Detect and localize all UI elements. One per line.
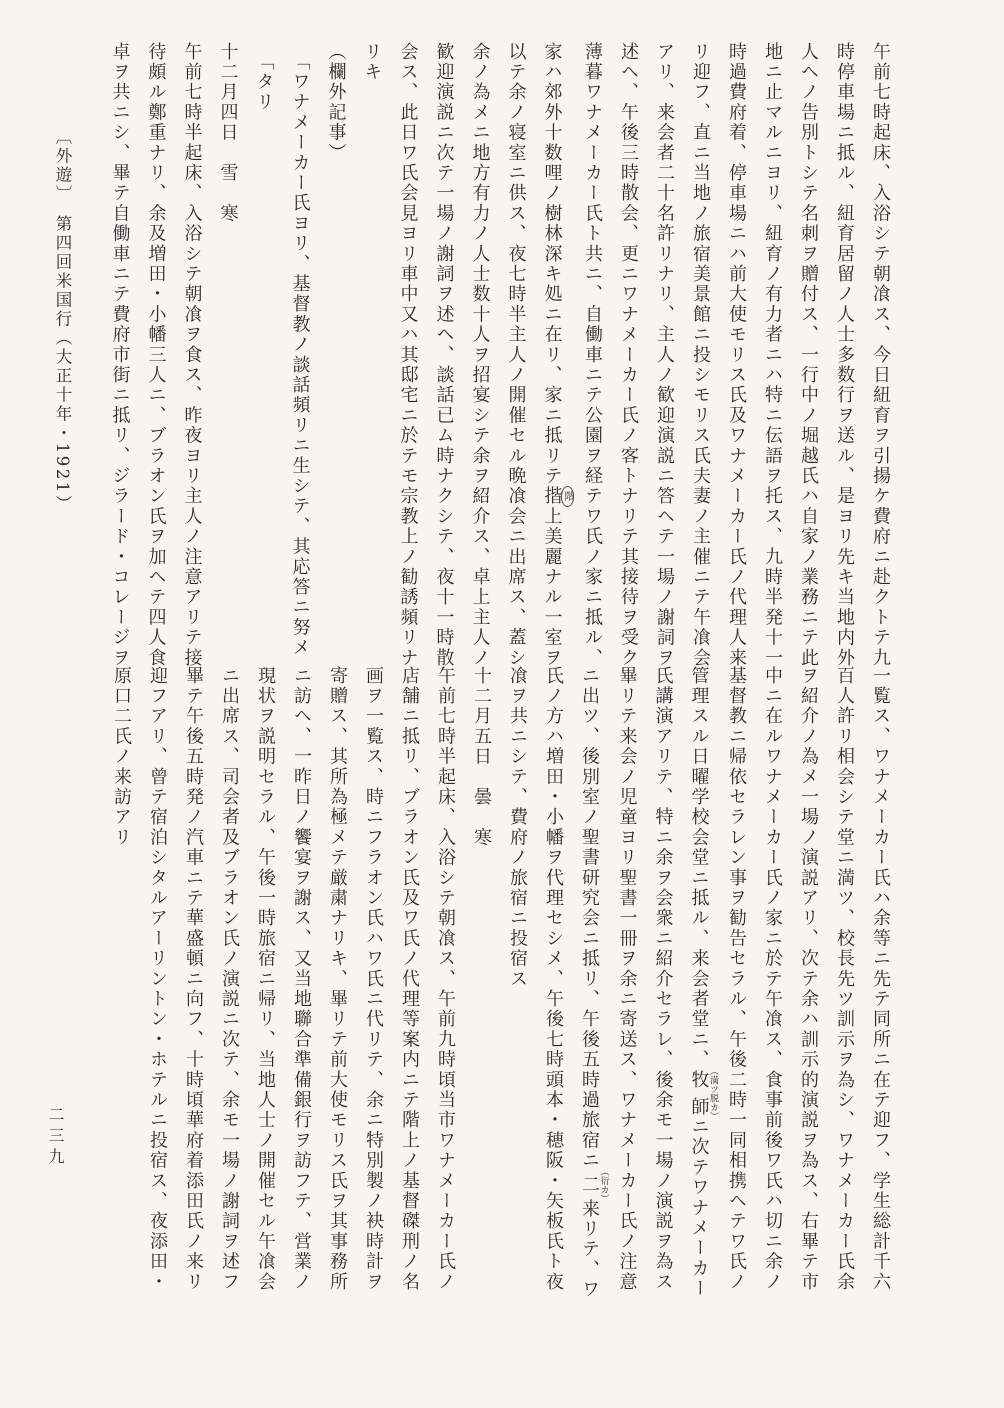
text-column: 氏講演アリテ、特ニ余ヲ会衆ニ紹介セラレ、後余モ一場ノ演説ヲ為ス bbox=[652, 666, 674, 1293]
text-column: 店舗ニ抵リ、ブラオン氏及ワ氏ノ代理等案内ニテ階上ノ基督磔刑ノ名 bbox=[399, 666, 420, 1293]
text-column: ニ出席ス、司会者及ブラオン氏ノ演説ニ次テ、余モ一場ノ謝詞ヲ述フ bbox=[219, 666, 240, 1293]
marginal-note-heading: （欄外記事） bbox=[325, 42, 347, 164]
text-column: 人ヘノ告別トシテ名刺ヲ贈付ス、一行中ノ堀越氏ハ自家ノ業務ニテ此 bbox=[798, 42, 819, 669]
glossed-word bbox=[541, 486, 573, 507]
date-heading: 十二月五日 曇 寒 bbox=[471, 666, 492, 848]
text-column: 地ニ止マルニヨリ、紐育ノ有力者ニハ特ニ伝語ヲ托ス、九時半発十一 bbox=[762, 42, 783, 669]
text-column: ヲ紹介ノ為メ一場ノ演説アリ、次テ余ハ訓示的演説ヲ為ス、右畢テ市 bbox=[798, 666, 819, 1293]
text-column: リ迎フ、直ニ当地ノ旅宿美景館ニ投シモリス氏夫妻ノ主催ニテ午飡会 bbox=[690, 42, 711, 669]
gloss-base: 揩 bbox=[541, 486, 563, 507]
text-segment: 来リテ、ワ bbox=[579, 1198, 600, 1300]
text-column: 現状ヲ説明セラル、午後一時旅宿ニ帰リ、当地人士ノ開催セル午飡会 bbox=[255, 666, 276, 1293]
diary-entry-top bbox=[102, 42, 899, 682]
text-column-with-gloss bbox=[534, 42, 575, 682]
text-column: 畢リテ来会ノ児童ヨリ聖書一冊ヲ余ニ寄送ス、ワナメーカー氏ノ注意 bbox=[616, 666, 638, 1293]
section-margin-title: 〔外遊〕 第四回米国行（大正十年・1921） bbox=[53, 128, 72, 514]
text-column: 一覧ス、ワナメーカー氏ハ余等ニ先テ同所ニ在テ迎フ、学生総計千六 bbox=[870, 666, 891, 1293]
text-column: アリ、来会者二十名許リナリ、主人ノ歓迎演説ニ答ヘテ一場ノ謝詞ヲ bbox=[654, 42, 675, 669]
corrector-note: 階 bbox=[562, 488, 573, 505]
text-column: 述ヘ、午後三時散会、更ニワナメーカー氏ノ客トナリテ其接待ヲ受ク bbox=[618, 42, 639, 669]
text-column: 午前七時起床、入浴シテ朝飡ス、今日紐育ヲ引揚ケ費府ニ赴クトテ九 bbox=[870, 42, 891, 669]
text-column: 歓迎演説ニ次テ一場ノ謝詞ヲ述ヘ、談話已ム時ナクシテ、夜十一時散 bbox=[433, 42, 455, 669]
text-segment: 上美麗ナル一室ヲ bbox=[541, 506, 563, 669]
text-segment: ニ次テワナメーカー bbox=[688, 1117, 710, 1300]
text-column: 午前七時半起床、入浴シテ朝飡ス、午前九時頃当市ワナメーカー氏ノ bbox=[435, 666, 456, 1293]
text-column: 原口二氏ノ来訪アリ bbox=[111, 666, 132, 848]
quote-line: 「タリ bbox=[253, 52, 275, 113]
text-column: リキ bbox=[361, 42, 383, 83]
text-column: 待頗ル鄭重ナリ、余及増田・小幡三人ニ、ブラオン氏ヲ加ヘテ四人食 bbox=[145, 42, 167, 669]
date-heading: 十二月四日 雪 寒 bbox=[217, 42, 239, 224]
corrector-note: （満ツ脱カ） bbox=[708, 1066, 718, 1121]
text-column: 以テ余ノ寝室ニ供ス、夜七時半主人ノ開催セル晩飡会ニ出席ス、蓋シ bbox=[505, 42, 527, 669]
page-number: 二三九 bbox=[46, 1106, 65, 1169]
text-column: 薄暮ワナメーカー氏ト共ニ、自働車ニテ公園ヲ経テワ氏ノ家ニ抵ル、 bbox=[582, 42, 603, 669]
text-column: 迎フアリ、曾テ宿泊シタルアーリントン・ホテルニ投宿ス、夜添田・ bbox=[147, 666, 168, 1293]
gloss-base: 牧師 bbox=[688, 1066, 710, 1121]
glossed-word bbox=[688, 1066, 718, 1121]
text-segment: 管理スル日曜学校会堂ニ抵ル、来会者堂ニ、 bbox=[688, 666, 710, 1070]
text-column: 飡ヲ共ニシテ、費府ノ旅宿ニ投宿ス bbox=[507, 666, 528, 990]
text-column: 時過費府着、停車場ニハ前大使モリス氏及ワナメーカー氏ノ代理人来 bbox=[726, 42, 747, 669]
text-segment: ニ出ツ、後別室ノ聖書研究会ニ抵リ、午後五時過旅宿ニ bbox=[579, 666, 600, 1171]
text-column: 寄贈ス、其所為極メテ厳粛ナリキ、畢リテ前大使モリス氏ヲ其事務所 bbox=[327, 666, 348, 1293]
text-column: 余ノ為メニ地方有力ノ人士数十人ヲ招宴シテ余ヲ紹介ス、卓上主人ノ bbox=[469, 42, 491, 669]
corrector-note: （衍カ） bbox=[598, 1167, 609, 1203]
glossed-word bbox=[579, 1167, 609, 1203]
diary-entry-bottom bbox=[103, 666, 898, 1334]
gloss-base: 二 bbox=[579, 1167, 600, 1203]
text-column: 百人許リ相会シテ堂ニ満ツ、校長先ツ訓示ヲ為シ、ワナメーカー氏余 bbox=[834, 666, 855, 1293]
text-column: ニ訪ヘ、一昨日ノ饗宴ヲ謝ス、又当地聯合準備銀行ヲ訪フテ、営業ノ bbox=[291, 666, 312, 1293]
text-column: 卓ヲ共ニシ、畢テ自働車ニテ費府市街ニ抵リ、ジラード・コレージヲ bbox=[109, 42, 131, 669]
text-column: 午前七時半起床、入浴シテ朝飡ヲ食ス、昨夜ヨリ主人ノ注意アリテ接 bbox=[181, 42, 203, 669]
text-column: 中ニ在ルワナメーカー氏ノ家ニ於テ午飡ス、食事前後ワ氏ハ切ニ余ノ bbox=[762, 666, 783, 1293]
text-column: 畢テ午後五時発ノ汽車ニテ華盛頓ニ向フ、十時頃華府着添田氏ノ来リ bbox=[183, 666, 204, 1293]
text-column: 画ヲ一覧ス、時ニフラオン氏ハワ氏ニ代リテ、余ニ特別製ノ袂時計ヲ bbox=[363, 666, 384, 1293]
text-column: 氏ノ方ハ増田・小幡ヲ代理セシメ、午後七時頭本・穂阪・矢板氏ト夜 bbox=[543, 666, 564, 1293]
text-column: 時停車場ニ抵ル、紐育居留ノ人士多数行ヲ送ル、是ヨリ先キ当地内外 bbox=[834, 42, 855, 669]
text-column-with-gloss bbox=[571, 666, 609, 1334]
text-column-with-gloss bbox=[681, 666, 719, 1334]
text-segment: 家ハ郊外十数哩ノ樹林深キ処ニ在リ、家ニ抵リテ bbox=[541, 42, 563, 487]
text-column: 基督教ニ帰依セラレン事ヲ勧告セラル、午後二時一同相携ヘテワ氏ノ bbox=[726, 666, 747, 1293]
quote-line: 「ワナメーカー氏ヨリ、基督教ノ談話頻リニ生シテ、其応答ニ努メ bbox=[289, 52, 311, 658]
text-column: 会ス、此日ワ氏会見ヨリ車中又ハ其邸宅ニ於テモ宗教上ノ勧誘頻リナ bbox=[397, 42, 419, 669]
